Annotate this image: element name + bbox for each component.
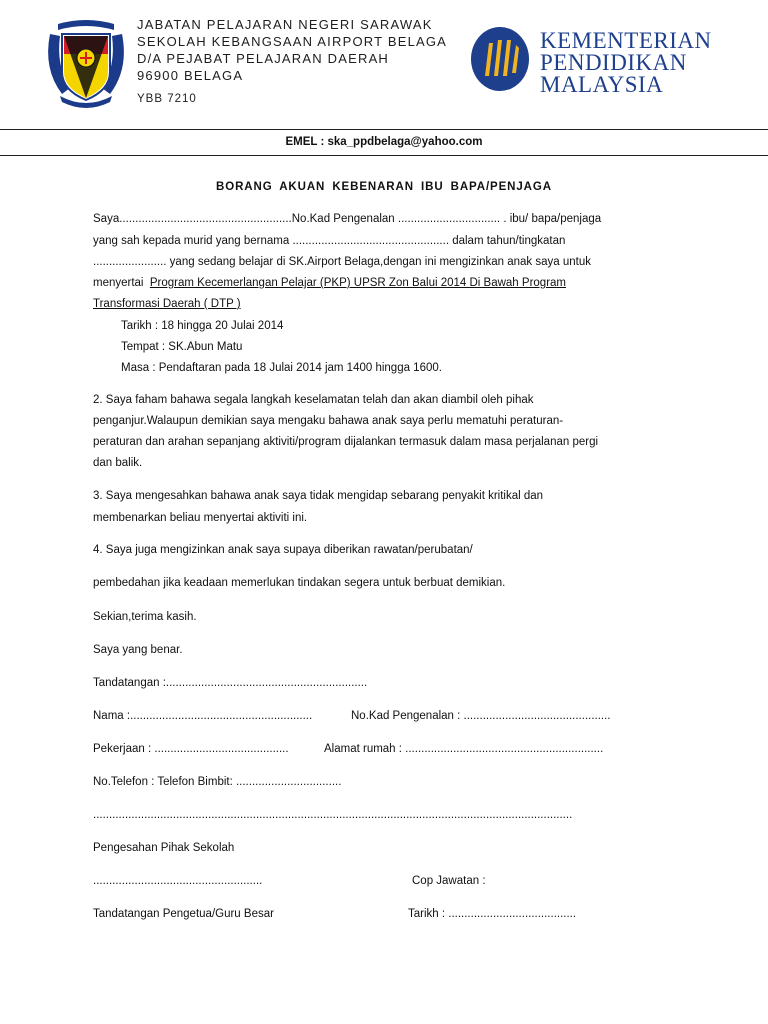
ministry-line-2: PENDIDIKAN: [540, 50, 687, 75]
header-line-address: D/A PEJABAT PELAJARAN DAERAH: [137, 51, 390, 66]
form-title: BORANG AKUAN KEBENARAN IBU BAPA/PENJAGA: [216, 181, 552, 193]
para3-line-1: 3. Saya mengesahkan bahawa anak saya tidak mengidap sebarang penyakit kritikal dan: [93, 490, 544, 502]
intro-line-2: yang sah kepada murid yang bernama ................................................. dalam tahun/tingkatan: [93, 235, 566, 247]
nama-field[interactable]: Nama :.........................................................: [93, 710, 313, 722]
ministry-line-3: MALAYSIA: [540, 72, 664, 97]
school-date-field[interactable]: Tarikh : ........................................: [408, 908, 577, 920]
intro-line-1: Saya......................................................No.Kad Pengenalan ................................ . ibu/ bapa/penjaga: [93, 213, 602, 225]
ministry-name: [540, 30, 712, 96]
para4-line-2: pembedahan jika keadaan memerlukan tindakan segera untuk berbuat demikian.: [93, 577, 506, 589]
yours-truly: Saya yang benar.: [93, 644, 183, 656]
school-code: YBB 7210: [137, 93, 197, 105]
email-line: EMEL : ska_ppdbelaga@yahoo.com: [285, 136, 483, 148]
pekerjaan-field[interactable]: Pekerjaan : ..........................................: [93, 743, 289, 755]
header-line-postcode: 96900 BELAGA: [137, 68, 244, 83]
detail-masa: Masa : Pendaftaran pada 18 Julai 2014 jam 1400 hingga 1600.: [121, 362, 442, 374]
para2-line-1: 2. Saya faham bahawa segala langkah keselamatan telah dan akan diambil oleh pihak: [93, 394, 534, 406]
intro-line-3: ....................... yang sedang belajar di SK.Airport Belaga,dengan ini mengizinkan anak saya untuk: [93, 256, 591, 268]
para2-line-3: peraturan dan arahan sepanjang aktiviti/program dijalankan termasuk dalam masa perjalanan pergi: [93, 436, 599, 448]
detail-tarikh: Tarikh : 18 hingga 20 Julai 2014: [121, 320, 284, 332]
closing-text: Sekian,terima kasih.: [93, 611, 197, 623]
nokp-field[interactable]: No.Kad Pengenalan : ..............................................: [351, 710, 611, 722]
detail-tempat: Tempat : SK.Abun Matu: [121, 341, 243, 353]
pengetua-signature-label: Tandatangan Pengetua/Guru Besar: [93, 908, 274, 920]
ministry-line-1: KEMENTERIAN: [540, 28, 712, 53]
telefon-field[interactable]: No.Telefon : Telefon Bimbit: .................................: [93, 776, 342, 788]
cop-jawatan-label: Cop Jawatan :: [412, 875, 486, 887]
signature-field[interactable]: Tandatangan :...............................................................: [93, 677, 368, 689]
header-line-department: JABATAN PELAJARAN NEGERI SARAWAK: [137, 17, 433, 32]
program-name-cont: Transformasi Daerah ( DTP ): [93, 298, 241, 310]
header-line-school: SEKOLAH KEBANGSAAN AIRPORT BELAGA: [137, 34, 448, 49]
alamat-field[interactable]: Alamat rumah : ..............................................................: [324, 743, 604, 755]
program-name: Program Kecemerlangan Pelajar (PKP) UPSR Zon Balui 2014 Di Bawah Program: [149, 277, 566, 289]
school-signature-field[interactable]: .....................................................: [93, 875, 263, 887]
intro-line-4: [93, 277, 566, 289]
school-verification-heading: Pengesahan Pihak Sekolah: [93, 842, 235, 854]
ministry-logo: [470, 26, 530, 92]
para4-line-1: 4. Saya juga mengizinkan anak saya supaya diberikan rawatan/perubatan/: [93, 544, 473, 556]
header-rule-bottom: [0, 155, 768, 156]
school-header-text: [137, 16, 447, 84]
school-crest-logo: [40, 14, 132, 110]
header-rule-top: [0, 129, 768, 130]
para2-line-4: dan balik.: [93, 457, 143, 469]
para2-line-2: penganjur.Walaupun demikian saya mengaku bahawa anak saya perlu mematuhi peraturan-: [93, 415, 564, 427]
para3-line-2: membenarkan beliau menyertai aktiviti ini.: [93, 512, 308, 524]
intro-prefix: menyertai: [93, 277, 144, 289]
address-continuation-field[interactable]: ......................................................................................................................................................: [93, 809, 573, 821]
